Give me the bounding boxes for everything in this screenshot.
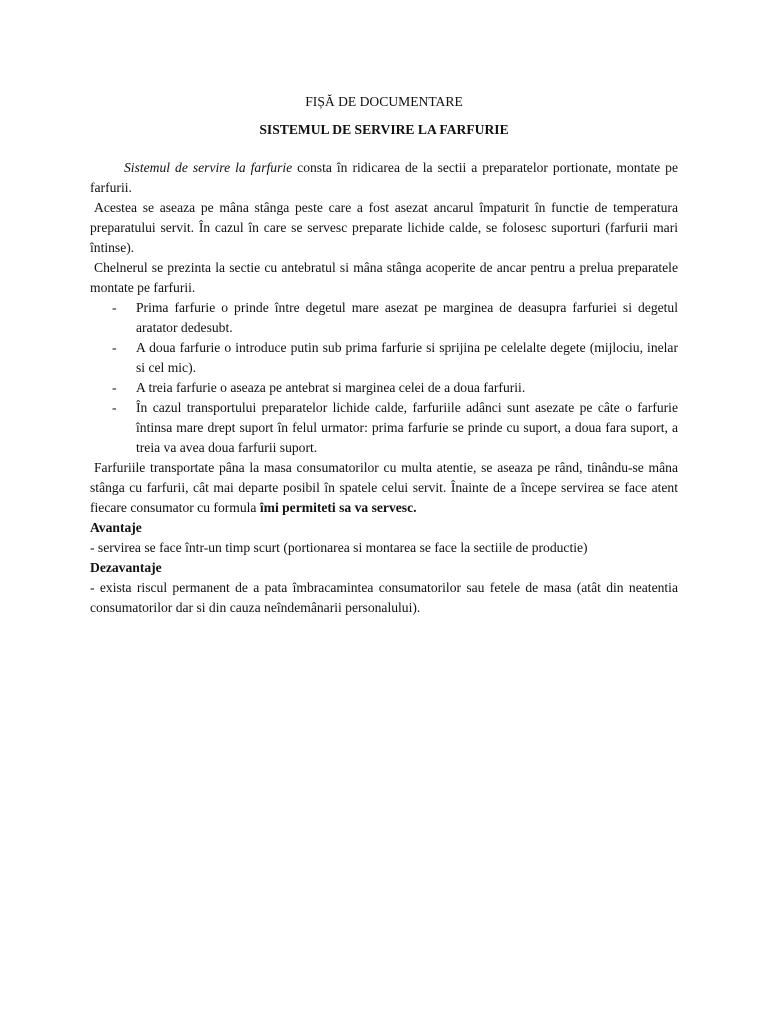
list-item xyxy=(90,398,678,458)
advantages-heading: Avantaje xyxy=(90,520,142,535)
plate-handling-list xyxy=(90,298,678,458)
document-header: FIȘĂ DE DOCUMENTARE xyxy=(305,94,463,109)
advantages-text: - servirea se face într-un timp scurt (portionarea si montarea se face la sectiile de productie) xyxy=(90,540,588,555)
document-title: SISTEMUL DE SERVIRE LA FARFURIE xyxy=(259,122,509,137)
list-item-text: A doua farfurie o introduce putin sub prima farfurie si sprijina pe celelalte degete (mijlociu, inelar si cel mic). xyxy=(136,340,678,375)
list-item xyxy=(90,338,678,378)
serving-text: Farfuriile transportate pâna la masa consumatorilor cu multa atentie, se aseaza pe rând, tinându-se mâna stânga cu farfurii, cât mai departe posibil în spatele celui servit. Înainte de a începe servirea se face atent fiecare consumator cu formula xyxy=(90,460,678,515)
list-item xyxy=(90,298,678,338)
bullet-dash: - xyxy=(112,400,117,415)
paragraph-plates-on-hand: Acestea se aseaza pe mâna stânga peste care a fost asezat ancarul împaturit în functie de temperatura preparatului servit. În cazul în care se servesc preparate lichide calde, se folosesc suporturi (farfurii mari întinse). xyxy=(90,200,678,255)
list-item xyxy=(90,378,678,398)
disadvantages-heading: Dezavantaje xyxy=(90,560,162,575)
document-body xyxy=(90,92,678,618)
intro-text: consta în ridicarea de la sectii a preparatelor portionate, montate pe farfurii. xyxy=(90,160,678,195)
serving-formula: îmi permiteti sa va servesc. xyxy=(259,500,417,515)
list-item-text: Prima farfurie o prinde între degetul mare asezat pe marginea de deasupra farfuriei si degetul aratator dedesubt. xyxy=(136,300,678,335)
bullet-dash: - xyxy=(112,300,117,315)
list-item-text: A treia farfurie o aseaza pe antebrat si marginea celei de a doua farfurii. xyxy=(136,380,526,395)
paragraph-serving-formula xyxy=(90,458,678,518)
bullet-dash: - xyxy=(112,340,117,355)
list-item-text: În cazul transportului preparatelor lichide calde, farfuriile adânci sunt asezate pe câte o farfurie întinsa mare drept suport în felul urmator: prima farfurie se prinde cu suport, a doua fara suport, a treia va avea doua farfurii suport. xyxy=(136,400,678,455)
intro-italic-term: Sistemul de servire la farfurie xyxy=(124,160,293,175)
intro-paragraph xyxy=(90,158,678,198)
bullet-dash: - xyxy=(112,380,117,395)
paragraph-waiter-at-section: Chelnerul se prezinta la sectie cu antebratul si mâna stânga acoperite de ancar pentru a prelua preparatele montate pe farfurii. xyxy=(90,260,678,295)
disadvantages-text: - exista riscul permanent de a pata îmbracamintea consumatorilor sau fetele de masa (atât din neatentia consumatorilor dar si din cauza neîndemânarii personalului). xyxy=(90,580,678,615)
